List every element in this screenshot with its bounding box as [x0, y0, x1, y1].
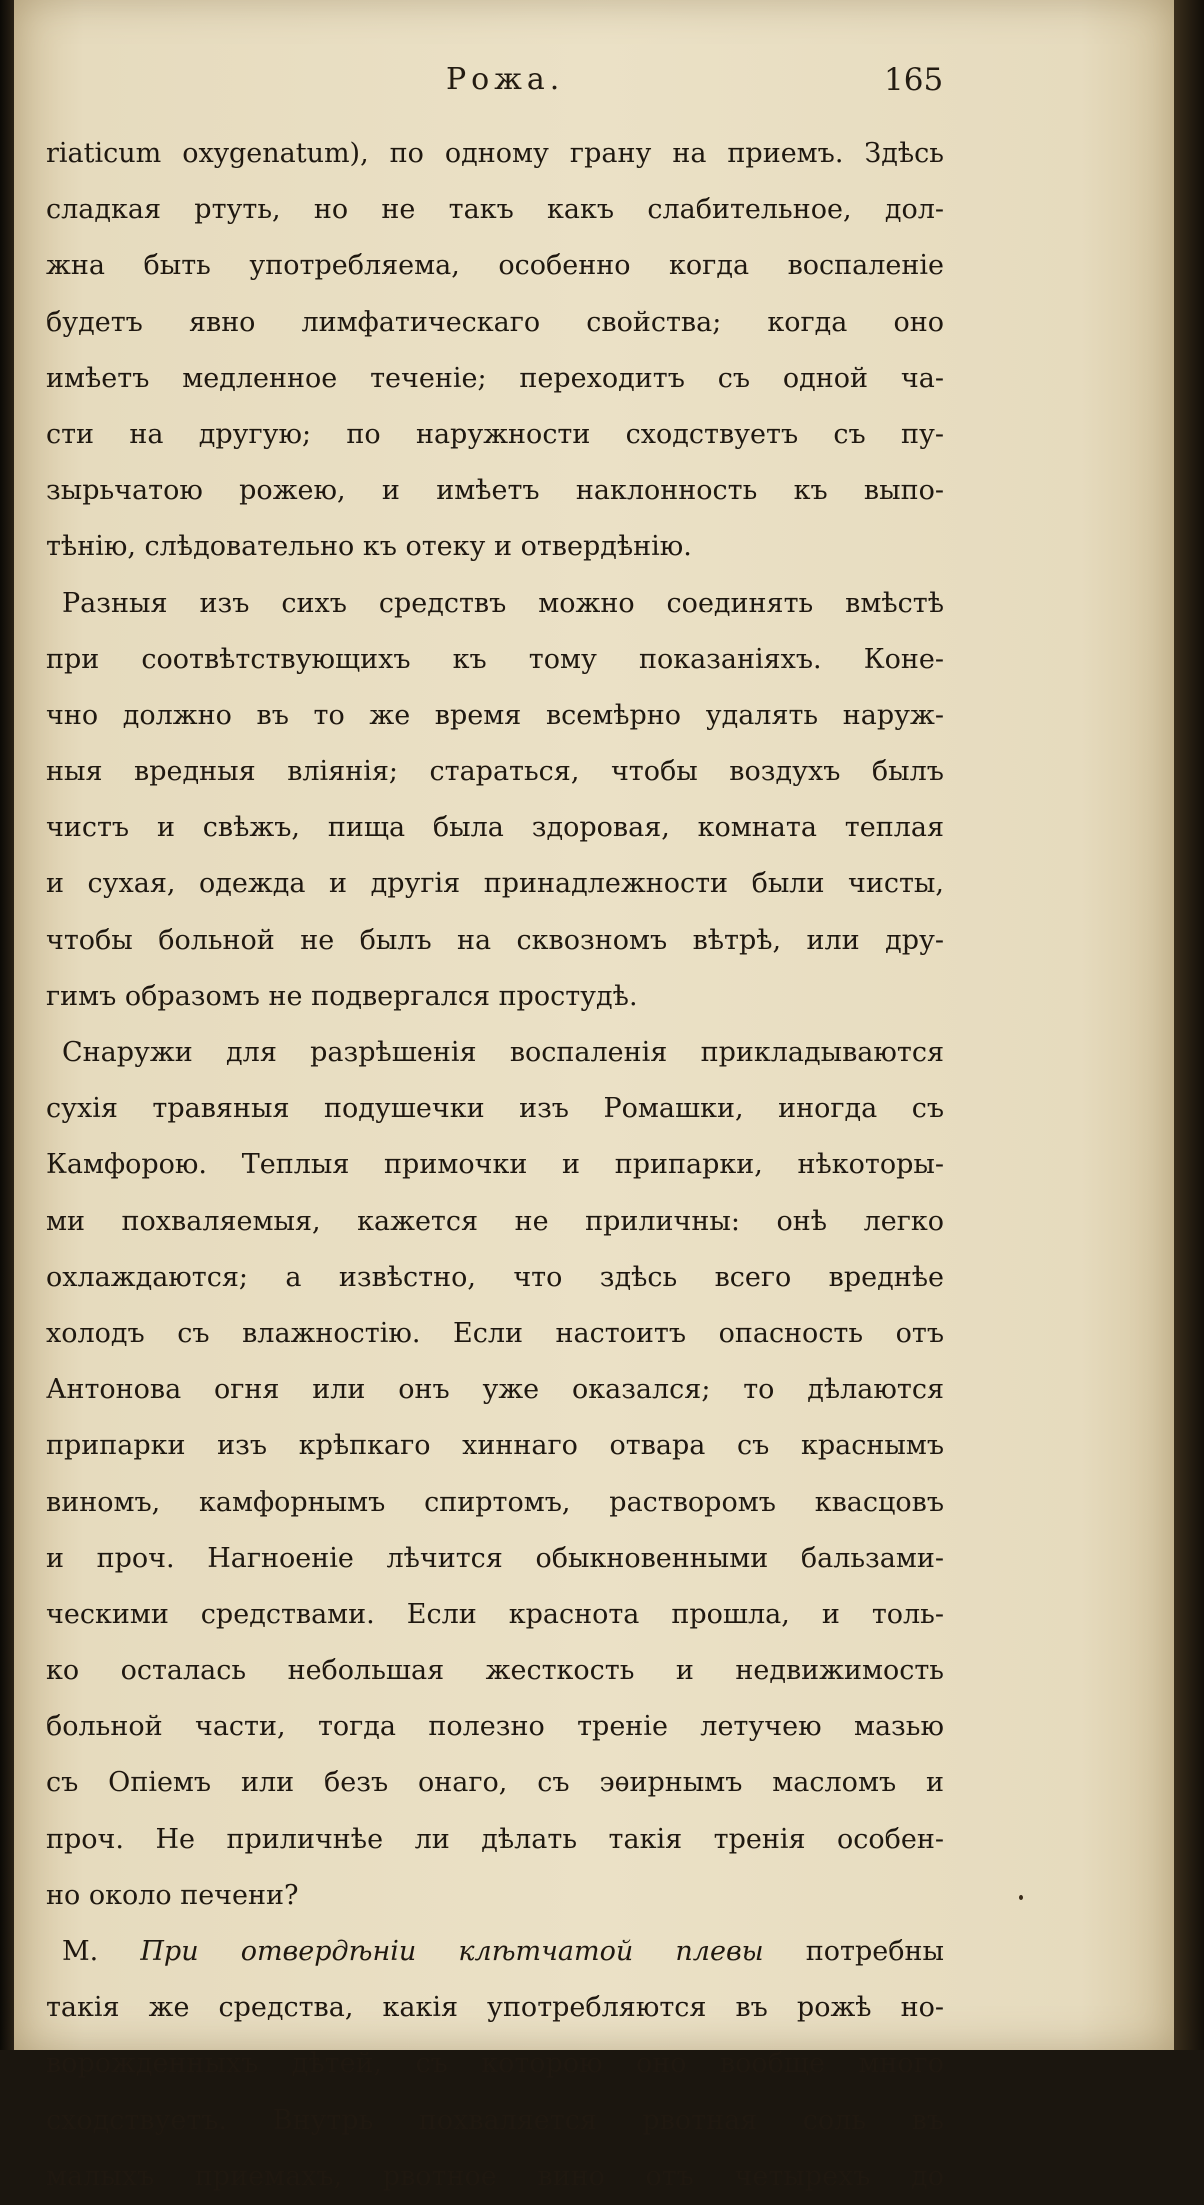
- text-line: охлаждаются; а извѣстно, что здѣсь всего вреднѣе: [46, 1261, 944, 1293]
- text-line: тѣнію, слѣдовательно къ отеку и отвердѣнію.: [46, 531, 692, 563]
- lead-line-rest: потребны: [805, 1936, 944, 1967]
- paragraph-1: [46, 126, 944, 576]
- book-binding-edge: [0, 0, 14, 2050]
- text-line: холодъ съ влажностію. Если настоитъ опасность отъ: [46, 1317, 944, 1349]
- text-line: ческими средствами. Если краснота прошла, и толь-: [46, 1598, 944, 1630]
- section-marker: М.: [62, 1936, 99, 1967]
- text-line: сухія травяныя подушечки изъ Ромашки, иногда съ: [46, 1093, 944, 1125]
- text-line: чистъ и свѣжъ, пища была здоровая, комната теплая: [46, 812, 944, 844]
- text-line: больной части, тогда полезно треніе летучею мазью: [46, 1711, 944, 1743]
- text-line: проч. Не приличнѣе ли дѣлать такія тренія особен-: [46, 1823, 944, 1855]
- page-right-edge: [1174, 0, 1204, 2050]
- text-line: ми похваляемыя, кажется не приличны: онѣ легко: [46, 1205, 944, 1237]
- body-text: [46, 126, 944, 2205]
- text-line: ныя вредныя вліянія; стараться, чтобы воздухъ былъ: [46, 756, 944, 788]
- text-line: малыхъ приемахъ, рвотное вино отъ четырехъ до: [46, 2160, 944, 2192]
- running-head: Рожа.: [446, 62, 565, 97]
- text-line: сходствуетъ. Внутрь похваляется рвотная соль въ: [46, 2104, 944, 2136]
- text-line: виномъ, камфорнымъ спиртомъ, растворомъ квасцовъ: [46, 1486, 944, 1518]
- text-line: съ Опіемъ или безъ онаго, съ эѳирнымъ масломъ и: [46, 1767, 944, 1799]
- text-line: чтобы больной не былъ на сквозномъ вѣтрѣ, или дру-: [46, 924, 944, 956]
- text-line: riaticum oxygenatum), по одному грану на приемъ. Здѣсь: [46, 138, 944, 169]
- book-page: [14, 0, 1174, 2192]
- text-line: Снаружи для разрѣшенія воспаленія прикладываются: [62, 1037, 944, 1068]
- text-line: припарки изъ крѣпкаго хиннаго отвара съ краснымъ: [46, 1430, 944, 1462]
- paragraph-3: [46, 1025, 944, 1924]
- paragraph-2: [46, 576, 944, 1026]
- text-line: чно должно въ то же время всемѣрно удалять наруж-: [46, 699, 944, 731]
- text-line: и проч. Нагноеніе лѣчится обыкновенными бальзами-: [46, 1542, 944, 1574]
- text-line: при соотвѣтствующихъ къ тому показаніяхъ. Коне-: [46, 643, 944, 675]
- page-header: [14, 62, 1174, 122]
- text-line: Антонова огня или онъ уже оказался; то дѣлаются: [46, 1374, 944, 1406]
- text-line: зырьчатою рожею, и имѣетъ наклонность къ выпо-: [46, 475, 944, 507]
- text-line: ворожденныхъ дѣтей, съ которою оно вообще много: [46, 2048, 944, 2080]
- text-line: имѣетъ медленное теченіе; переходитъ съ одной ча-: [46, 362, 944, 394]
- section-lead-line: [46, 1924, 944, 1980]
- section-heading-italic: При отвердѣніи клѣтчатой плевы: [140, 1936, 764, 1967]
- text-line: ко осталась небольшая жесткость и недвижимость: [46, 1655, 944, 1687]
- text-line: жна быть употребляема, особенно когда воспаленіе: [46, 250, 944, 282]
- text-line: сти на другую; по наружности сходствуетъ съ пу-: [46, 418, 944, 450]
- text-line: сладкая ртуть, но не такъ какъ слабительное, дол-: [46, 194, 944, 226]
- paragraph-4: [46, 1924, 944, 2205]
- text-line: Камфорою. Теплыя примочки и припарки, нѣкоторы-: [46, 1149, 944, 1181]
- text-line: будетъ явно лимфатическаго свойства; когда оно: [46, 306, 944, 338]
- ink-speck: [1019, 1895, 1023, 1900]
- text-line: такія же средства, какія употребляются въ рожѣ но-: [46, 1992, 944, 2024]
- text-line: гимъ образомъ не подвергался простудѣ.: [46, 980, 638, 1012]
- text-line: но около печени?: [46, 1879, 299, 1911]
- text-line: и сухая, одежда и другія принадлежности были чисты,: [46, 868, 944, 900]
- text-line: Разныя изъ сихъ средствъ можно соединять вмѣстѣ: [62, 587, 944, 619]
- page-number: 165: [884, 62, 944, 98]
